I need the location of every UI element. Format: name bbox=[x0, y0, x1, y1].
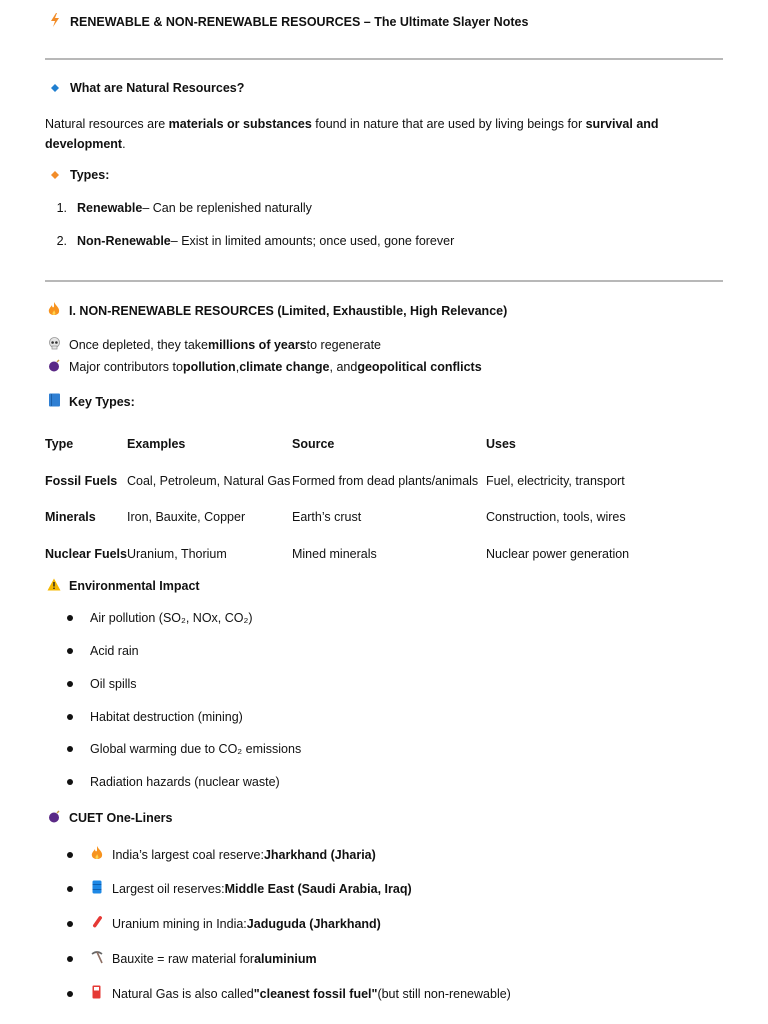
pick-icon bbox=[90, 950, 104, 967]
list-item: Air pollution (SO₂, NOx, CO₂) bbox=[67, 611, 253, 625]
test-tube-icon bbox=[90, 915, 104, 932]
fire-icon bbox=[90, 846, 104, 864]
section-heading-natural-resources: What are Natural Resources? bbox=[48, 81, 244, 95]
cuet-heading: CUET One-Liners bbox=[47, 810, 173, 826]
fuel-pump-icon bbox=[90, 985, 104, 1002]
table-header-row: Type Examples Source Uses bbox=[45, 437, 516, 452]
list-item: India’s largest coal reserve: Jharkhand (Jharia) bbox=[67, 846, 376, 864]
list-item: Uranium mining in India: Jaduguda (Jharkhand) bbox=[67, 915, 381, 932]
list-item: 2. Non-Renewable – Exist in limited amounts; once used, gone forever bbox=[56, 234, 455, 248]
divider bbox=[45, 58, 723, 60]
table-row: Minerals Iron, Bauxite, Copper Earth’s crust Construction, tools, wires bbox=[45, 510, 626, 525]
orange-diamond-icon bbox=[48, 168, 62, 182]
warning-icon bbox=[47, 578, 61, 594]
list-item: 1. Renewable – Can be replenished naturally bbox=[56, 201, 312, 215]
title-text: RENEWABLE & NON-RENEWABLE RESOURCES – The Ultimate Slayer Notes bbox=[70, 14, 529, 29]
table-row: Nuclear Fuels Uranium, Thorium Mined minerals Nuclear power generation bbox=[45, 547, 630, 562]
bomb-icon bbox=[47, 810, 61, 826]
list-item: Global warming due to CO₂ emissions bbox=[67, 742, 301, 756]
bomb-icon bbox=[47, 359, 61, 375]
list-item: Natural Gas is also called "cleanest fossil fuel" (but still non-renewable) bbox=[67, 985, 511, 1002]
fact-line: Major contributors to pollution , climate change , and geopolitical conflicts bbox=[47, 359, 482, 375]
blue-diamond-icon bbox=[48, 81, 62, 95]
key-types-heading: Key Types: bbox=[47, 393, 135, 410]
oil-barrel-icon bbox=[90, 880, 104, 897]
document-title bbox=[48, 13, 528, 30]
table-row: Fossil Fuels Coal, Petroleum, Natural Gas Formed from dead plants/animals Fuel, electricity, transport bbox=[45, 473, 625, 488]
list-item: Bauxite = raw material for aluminium bbox=[67, 950, 317, 967]
skull-icon bbox=[47, 337, 61, 353]
lightning-icon bbox=[48, 13, 62, 30]
list-item: Habitat destruction (mining) bbox=[67, 710, 243, 724]
list-item: Oil spills bbox=[67, 677, 137, 691]
list-item: Radiation hazards (nuclear waste) bbox=[67, 775, 280, 789]
definition-paragraph: Natural resources are materials or substances found in nature that are used by living beings for survival and development. bbox=[45, 117, 659, 151]
divider bbox=[45, 280, 723, 282]
key-types-table bbox=[45, 426, 724, 572]
types-heading: Types: bbox=[48, 168, 109, 182]
list-item: Largest oil reserves: Middle East (Saudi Arabia, Iraq) bbox=[67, 880, 412, 897]
fire-icon bbox=[47, 302, 61, 320]
section-heading-non-renewable: I. NON-RENEWABLE RESOURCES (Limited, Exhaustible, High Relevance) bbox=[47, 302, 507, 320]
blue-book-icon bbox=[47, 393, 61, 410]
list-item: Acid rain bbox=[67, 644, 139, 658]
fact-line: Once depleted, they take millions of years to regenerate bbox=[47, 337, 381, 353]
environmental-impact-heading: Environmental Impact bbox=[47, 578, 200, 594]
